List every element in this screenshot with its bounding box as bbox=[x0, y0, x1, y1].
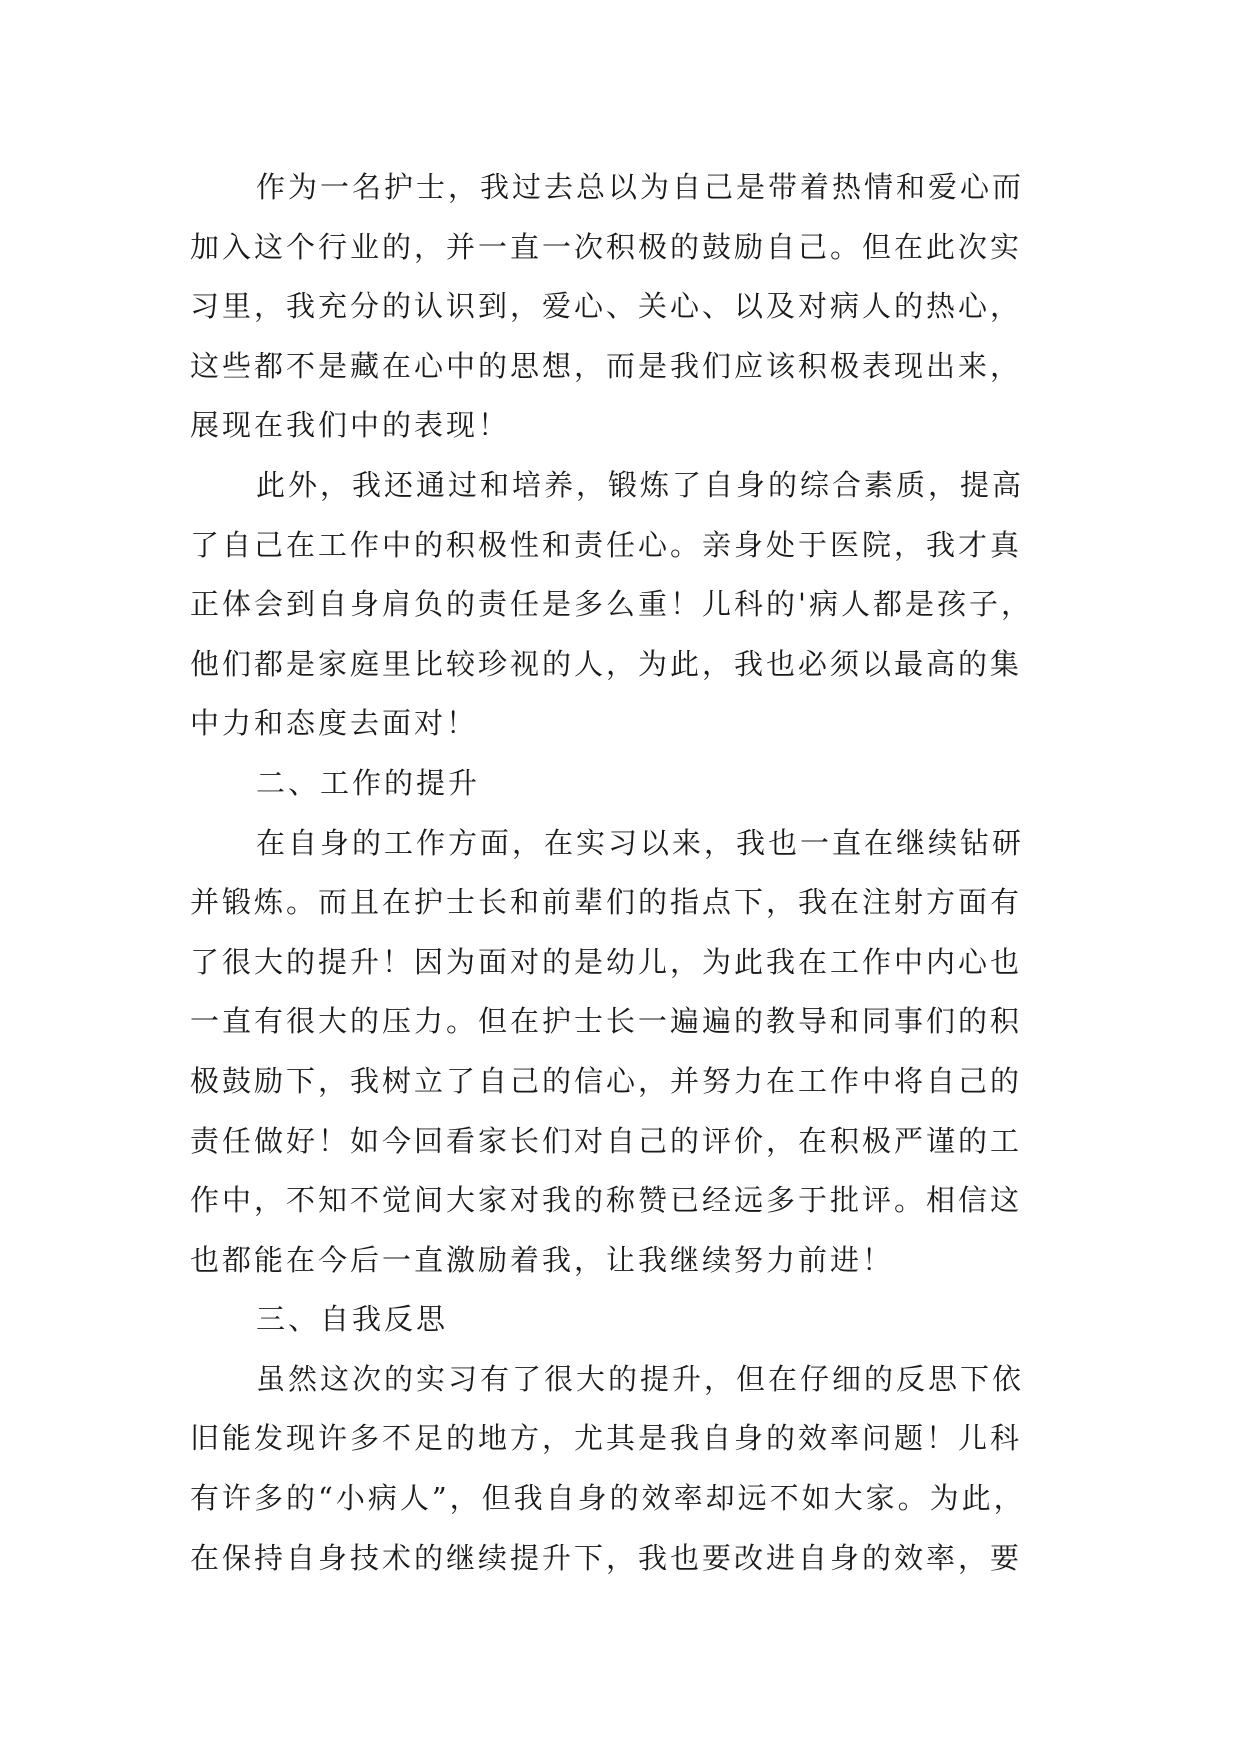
text-line: 责任做好！如今回看家长们对自己的评价，在积极严谨的工 bbox=[190, 1123, 1023, 1158]
section-heading: 二、工作的提升 bbox=[256, 765, 481, 800]
text-line: 中力和态度去面对！ bbox=[190, 706, 479, 741]
text-line: 这些都不是藏在心中的思想，而是我们应该积极表现出来， bbox=[190, 348, 1023, 383]
text-line: 加入这个行业的，并一直一次积极的鼓励自己。但在此次实 bbox=[190, 229, 1023, 264]
text-line: 极鼓励下，我树立了自己的信心，并努力在工作中将自己的 bbox=[190, 1063, 1023, 1098]
text-line: 作中，不知不觉间大家对我的称赞已经远多于批评。相信这 bbox=[190, 1183, 1023, 1218]
text-line: 旧能发现许多不足的地方，尤其是我自身的效率问题！儿科 bbox=[190, 1421, 1023, 1456]
section-heading: 三、自我反思 bbox=[256, 1302, 449, 1337]
text-line: 了自己在工作中的积极性和责任心。亲身处于医院，我才真 bbox=[190, 527, 1023, 562]
text-line: 了很大的提升！因为面对的是幼儿，为此我在工作中内心也 bbox=[190, 944, 1023, 979]
text-line: 并锻炼。而且在护士长和前辈们的指点下，我在注射方面有 bbox=[190, 885, 1023, 920]
document-body bbox=[190, 158, 1070, 1588]
text-line: 在保持自身技术的继续提升下，我也要改进自身的效率，要 bbox=[190, 1540, 1023, 1575]
text-line: 作为一名护士，我过去总以为自己是带着热情和爱心而 bbox=[256, 170, 1025, 204]
text-line: 有许多的“小病人”，但我自身的效率却远不如大家。为此， bbox=[190, 1481, 1026, 1516]
text-line: 正体会到自身肩负的责任是多么重！儿科的'病人都是孩子， bbox=[190, 587, 1033, 622]
text-line: 展现在我们中的表现！ bbox=[190, 408, 511, 443]
text-line: 习里，我充分的认识到，爱心、关心、以及对病人的热心， bbox=[190, 289, 1023, 324]
text-line: 一直有很大的压力。但在护士长一遍遍的教导和同事们的积 bbox=[190, 1004, 1023, 1039]
text-line: 在自身的工作方面，在实习以来，我也一直在继续钻研 bbox=[256, 825, 1025, 860]
text-line: 虽然这次的实习有了很大的提升，但在仔细的反思下依 bbox=[256, 1361, 1025, 1396]
text-line: 也都能在今后一直激励着我，让我继续努力前进！ bbox=[190, 1242, 895, 1277]
text-line: 此外，我还通过和培养，锻炼了自身的综合素质，提高 bbox=[256, 467, 1025, 502]
text-line: 他们都是家庭里比较珍视的人，为此，我也必须以最高的集 bbox=[190, 646, 1023, 681]
